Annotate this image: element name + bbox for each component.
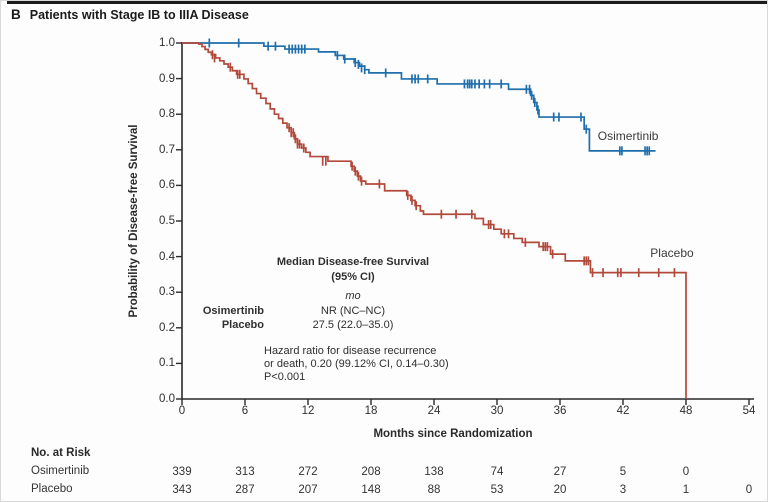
x-tick-label: 36: [553, 405, 567, 417]
p-value-line: P<0.001: [264, 371, 306, 383]
x-tick-label: 42: [616, 405, 630, 417]
series-label-placebo: Placebo: [650, 246, 694, 261]
y-tick-label: 1.0: [159, 37, 175, 49]
annotation-row-label-osimertinib: Osimertinib: [202, 305, 264, 317]
x-tick-label: 12: [301, 405, 315, 417]
annotation-row-value-placebo: 27.5 (22.0–35.0): [312, 319, 394, 331]
annotation-row-value-osimertinib: NR (NC–NC): [320, 305, 386, 317]
risk-value: 5: [619, 466, 627, 478]
y-tick-label: 0.3: [159, 286, 175, 299]
y-tick-label: 0.6: [159, 179, 175, 192]
y-tick-label: 0.9: [159, 72, 175, 85]
annotation-unit: mo: [345, 290, 361, 302]
x-tick-label: 0: [178, 405, 186, 417]
y-tick-label: 0.2: [159, 321, 175, 334]
risk-table-header: No. at Risk: [31, 447, 91, 459]
hazard-ratio-line2: or death, 0.20 (99.12% CI, 0.14–0.30): [264, 358, 449, 370]
risk-value: 207: [298, 484, 318, 496]
survival-curve-osimertinib: [182, 43, 656, 151]
y-tick-label: 0.4: [159, 250, 175, 263]
risk-value: 208: [361, 466, 381, 478]
y-tick-label: 0.8: [159, 108, 175, 121]
risk-value: 3: [619, 484, 627, 496]
risk-value: 74: [490, 466, 504, 478]
risk-value: 272: [298, 466, 318, 478]
x-tick-label: 6: [241, 405, 249, 417]
risk-value: 88: [427, 484, 441, 496]
x-tick-label: 18: [364, 405, 378, 417]
y-tick-label: 0.5: [159, 215, 175, 227]
panel-title: Patients with Stage IB to IIIA Disease: [29, 8, 249, 22]
y-tick-label: 0.1: [159, 357, 175, 370]
risk-value: 27: [553, 466, 567, 478]
risk-value: 138: [424, 466, 444, 478]
risk-value: 287: [235, 484, 255, 496]
risk-value: 53: [490, 484, 504, 496]
x-tick-label: 48: [679, 405, 693, 417]
risk-value: 1: [682, 484, 690, 496]
series-label-osimertinib: Osimertinib: [597, 129, 659, 144]
y-tick-label: 0.0: [159, 393, 175, 405]
risk-value: 0: [745, 484, 753, 496]
annotation-title-line1: Median Disease-free Survival: [276, 256, 430, 268]
y-tick-label: 0.7: [159, 143, 175, 156]
risk-value: 20: [553, 484, 567, 496]
risk-value: 313: [235, 466, 255, 478]
risk-row-label-placebo: Placebo: [31, 483, 73, 495]
panel-letter: B: [11, 7, 21, 22]
x-tick-label: 30: [490, 405, 504, 417]
risk-value: 148: [361, 484, 381, 496]
x-tick-label: 54: [742, 405, 756, 417]
x-tick-label: 24: [427, 405, 441, 417]
risk-value: 339: [172, 466, 192, 478]
annotation-title-line2: (95% CI): [331, 271, 375, 283]
x-axis-title: Months since Randomization: [373, 428, 533, 440]
risk-value: 343: [172, 484, 192, 496]
hazard-ratio-line1: Hazard ratio for disease recurrence: [264, 345, 437, 357]
risk-row-label-osimertinib: Osimertinib: [31, 465, 90, 477]
risk-value: 0: [682, 466, 690, 478]
annotation-row-label-placebo: Placebo: [221, 319, 264, 331]
y-axis-title: Probability of Disease-free Survival: [128, 124, 140, 318]
